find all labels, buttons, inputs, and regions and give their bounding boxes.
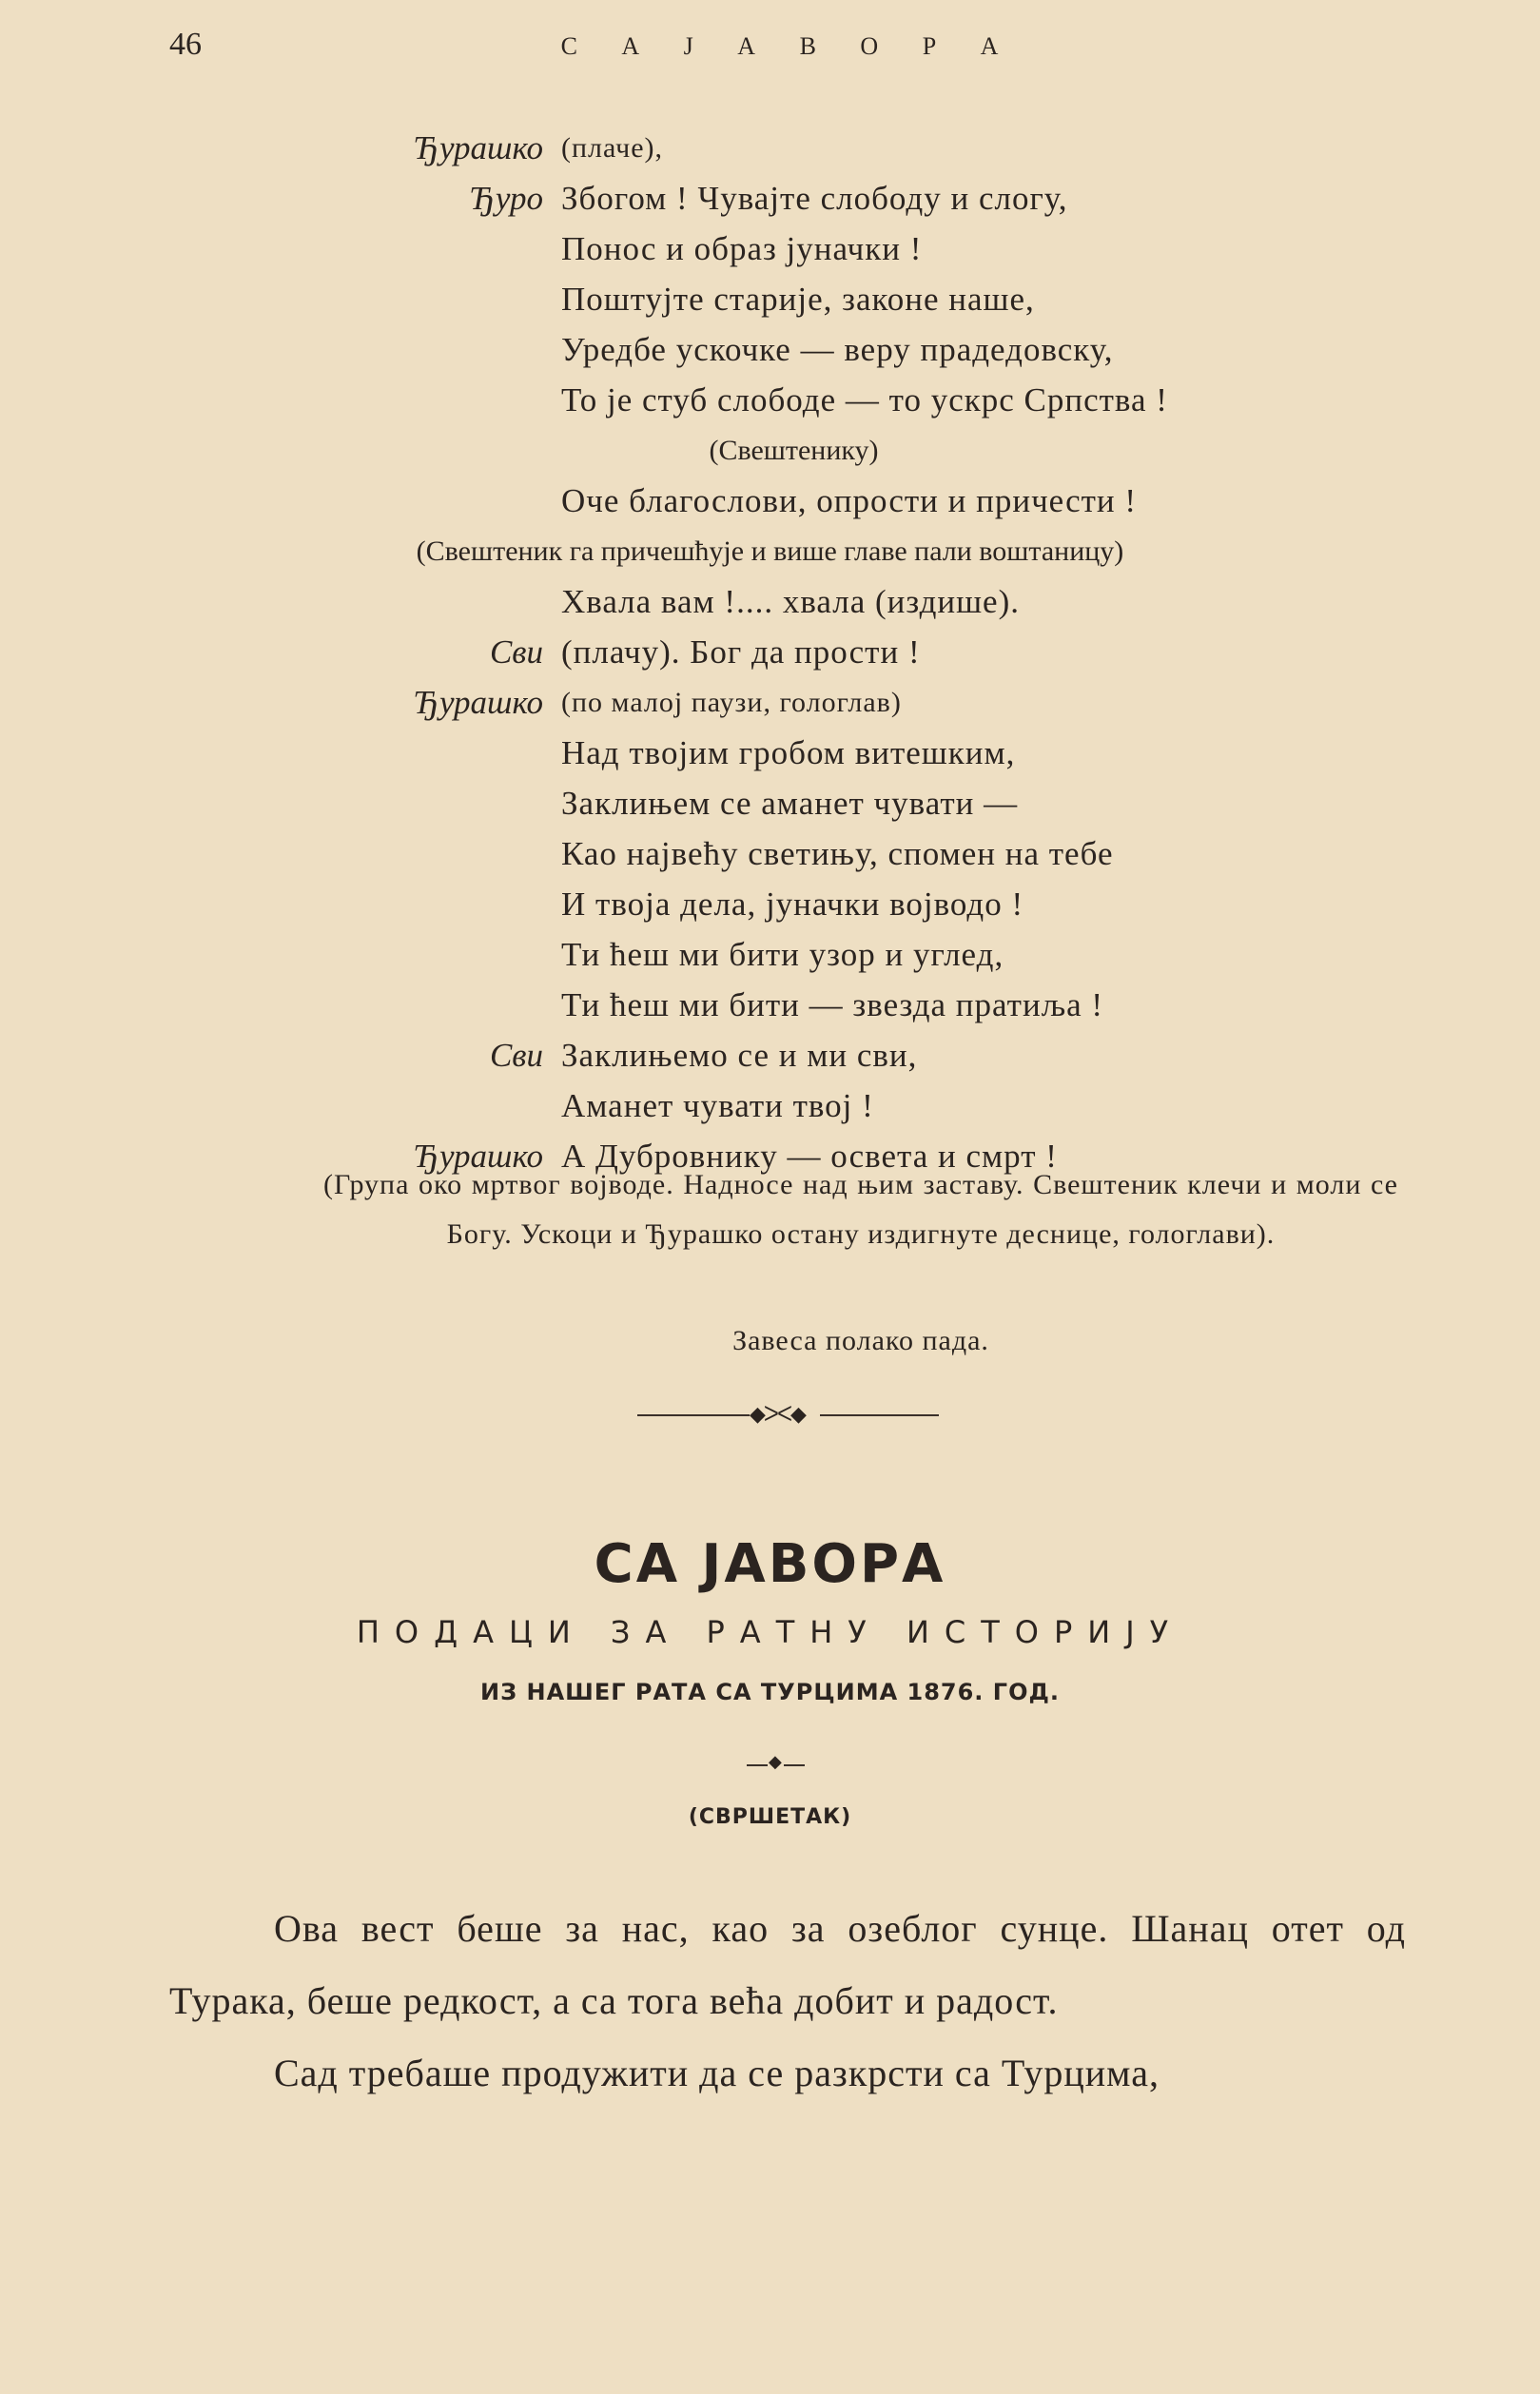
verse-text: А Дубровнику — освета и смрт !	[561, 1138, 1058, 1175]
small-rule-left	[747, 1764, 768, 1766]
verse-text: Оче благослови, опрости и причести !	[561, 482, 1138, 519]
running-title: С А Ј А В О Р А	[560, 32, 1018, 60]
verse-text: Збогом ! Чувајте слободу и слогу,	[561, 180, 1068, 217]
section-subtitle: ПОДАЦИ ЗА РАТНУ ИСТОРИЈУ	[356, 1614, 1184, 1650]
verse-text: Аманет чувати твој !	[561, 1087, 874, 1124]
speaker-name: Ђурашко	[413, 1138, 543, 1175]
divider-ornament: ◆ᐳᐸ◆	[750, 1402, 805, 1426]
speaker-name: Сви	[489, 1037, 543, 1074]
verse-text: Заклињем се аманет чувати —	[561, 785, 1019, 822]
speaker-name: Ђуро	[469, 180, 543, 217]
stage-direction-inline: (Свештеник га причешћује и више главе пали воштаницу)	[416, 535, 1124, 567]
curtain-note: Завеса полако пада.	[732, 1325, 989, 1356]
verse-text: Ти ћеш ми бити — звезда пратиља !	[561, 986, 1104, 1023]
verse-text: Ти ћеш ми бити узор и углед,	[561, 936, 1004, 973]
small-ornament: ◆	[769, 1752, 780, 1771]
verse-text: (плачу). Бог да прости !	[561, 633, 921, 671]
verse-text: (по малој паузи, гологлав)	[561, 687, 902, 718]
speaker-name: Ђурашко	[413, 684, 543, 721]
small-rule-right	[784, 1764, 805, 1766]
page-number: 46	[169, 27, 202, 62]
continuation-label: (СВРШЕТАК)	[688, 1805, 852, 1829]
verse-text: То је стуб слободе — то ускрс Српства !	[561, 381, 1168, 418]
verse-text: Уредбе ускочке — веру прадедовску,	[561, 331, 1114, 368]
verse-text: Као највећу светињу, спомен на тебе	[561, 835, 1114, 872]
prose-block	[169, 1893, 1406, 2110]
stage-direction: (Група око мртвог војводе. Надносе над њим заставу. Свештеник клечи и моли се Богу. Ускоци и Ђурашко остану издигнуте деснице, гологлави).	[323, 1169, 1398, 1250]
verse-text: Поштујте старије, законе наше,	[561, 281, 1035, 318]
speaker-name: Сви	[489, 633, 543, 671]
verse-text: (плаче),	[561, 132, 664, 164]
prose-paragraph-1: Ова вест беше за нас, као за озеблог сунце. Шанац отет од Турака, беше редкост, а са тога већа добит и радост.	[169, 1907, 1406, 2022]
verse-text: Понос и образ јуначки !	[561, 230, 923, 267]
verse-text: Хвала вам !.... хвала (издише).	[561, 583, 1021, 620]
section-subtitle-secondary: ИЗ НАШЕГ РАТА СА ТУРЦИМА 1876. ГОД.	[480, 1679, 1060, 1705]
speaker-name: Ђурашко	[413, 129, 543, 166]
stage-direction-inline: (Свештенику)	[709, 435, 879, 466]
prose-paragraph-2: Сад требаше продужити да се разкрсти са Турцима,	[274, 2052, 1160, 2094]
divider-rule-right	[820, 1414, 939, 1416]
divider-rule-left	[637, 1414, 750, 1416]
section-title: СА ЈАВОРА	[594, 1533, 946, 1595]
verse-text: Над твојим гробом витешким,	[561, 734, 1016, 771]
verse-text: Заклињемо се и ми сви,	[561, 1037, 918, 1074]
verse-text: И твоја дела, јуначки војводо !	[561, 886, 1024, 923]
